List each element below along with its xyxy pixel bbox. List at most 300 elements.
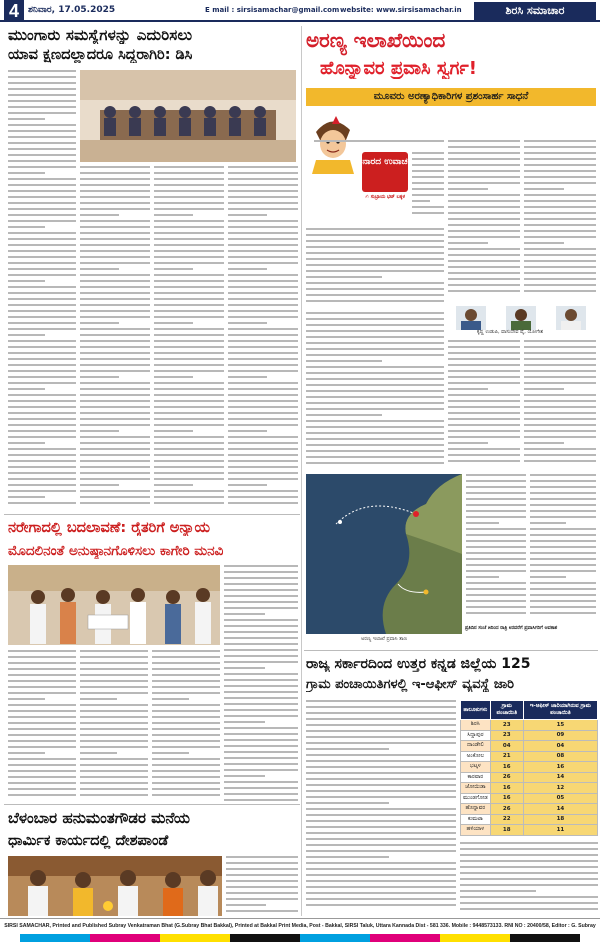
text-line xyxy=(228,244,298,246)
text-line xyxy=(466,564,526,566)
text-line xyxy=(8,734,76,736)
text-line xyxy=(154,292,224,294)
text-line xyxy=(8,166,76,168)
text-line xyxy=(306,838,456,840)
text-line xyxy=(228,292,298,294)
text-line xyxy=(8,454,76,456)
text-line xyxy=(448,418,520,420)
text-line xyxy=(8,202,76,204)
text-line xyxy=(80,352,150,354)
text-line xyxy=(154,268,193,270)
text-line xyxy=(8,782,76,784)
text-line xyxy=(8,662,76,664)
text-line xyxy=(154,238,224,240)
text-line xyxy=(80,412,150,414)
text-line xyxy=(524,388,564,390)
text-line xyxy=(224,745,298,747)
article2-body-col4 xyxy=(524,140,596,300)
text-line xyxy=(154,166,224,168)
text-line xyxy=(448,200,520,202)
text-line xyxy=(524,218,596,220)
text-line xyxy=(228,172,298,174)
text-line xyxy=(524,266,596,268)
text-line xyxy=(80,752,117,754)
text-line xyxy=(530,486,596,488)
text-line xyxy=(226,862,298,864)
text-line xyxy=(460,878,598,880)
text-line xyxy=(8,370,76,372)
text-line xyxy=(80,226,150,228)
text-line xyxy=(224,655,298,657)
text-line xyxy=(306,826,456,828)
taluk-cell: ದಾಂಡೇಲಿ xyxy=(461,741,491,752)
text-line xyxy=(8,752,45,754)
text-line xyxy=(460,842,598,844)
text-line xyxy=(524,418,596,420)
article3-body-col3 xyxy=(80,650,148,802)
text-line xyxy=(8,244,76,246)
text-line xyxy=(306,844,456,846)
text-line xyxy=(224,757,298,759)
text-line xyxy=(306,462,444,464)
text-line xyxy=(154,412,224,414)
text-line xyxy=(8,394,76,396)
text-line xyxy=(8,722,76,724)
text-line xyxy=(8,106,76,108)
portraits-caption: ಕೃಷ್ಣ ಉಡುಪಿ, ವಾಸುದೇವ ಪೈ, ಯೋಗೇಶ xyxy=(476,329,544,335)
table-row xyxy=(461,825,598,836)
text-line xyxy=(8,382,76,384)
article2-body-col1c xyxy=(306,228,444,308)
text-line xyxy=(460,884,598,886)
text-line xyxy=(228,478,298,480)
text-line xyxy=(412,200,430,202)
text-line xyxy=(8,478,76,480)
text-line xyxy=(306,264,444,266)
color-swatch xyxy=(440,934,510,942)
text-line xyxy=(412,206,444,208)
text-line xyxy=(228,436,298,438)
text-lines xyxy=(306,700,456,906)
text-line xyxy=(8,154,76,156)
text-lines xyxy=(524,140,596,292)
text-line xyxy=(80,220,150,222)
taluk-cell: ಕುಮಟಾ xyxy=(461,814,491,825)
text-line xyxy=(524,430,596,432)
text-line xyxy=(80,292,150,294)
text-line xyxy=(306,294,444,296)
text-line xyxy=(448,364,520,366)
text-line xyxy=(80,770,148,772)
text-line xyxy=(80,394,150,396)
text-line xyxy=(228,376,267,378)
text-line xyxy=(8,298,76,300)
text-line xyxy=(306,754,456,756)
text-line xyxy=(228,454,298,456)
text-line xyxy=(228,316,298,318)
text-line xyxy=(228,412,298,414)
text-line xyxy=(80,184,150,186)
text-line xyxy=(80,746,148,748)
text-line xyxy=(228,394,298,396)
text-line xyxy=(152,746,220,748)
text-line xyxy=(154,496,224,498)
text-line xyxy=(228,184,298,186)
text-line xyxy=(226,904,266,906)
text-line xyxy=(80,764,148,766)
text-line xyxy=(224,667,265,669)
text-line xyxy=(154,214,193,216)
text-line xyxy=(80,650,148,652)
text-line xyxy=(524,424,596,426)
text-line xyxy=(8,794,76,796)
taluk-cell: ಹೊನ್ನಾವರ xyxy=(461,804,491,815)
text-line xyxy=(224,715,298,717)
text-line xyxy=(524,188,564,190)
text-line xyxy=(152,770,220,772)
text-line xyxy=(412,176,444,178)
text-line xyxy=(80,316,150,318)
text-line xyxy=(8,764,76,766)
text-line xyxy=(80,674,148,676)
article2-subheadline: ಮೂವರು ಅರಣ್ಯಾಧಿಕಾರಿಗಳ ಪ್ರಶಂಸಾರ್ಹ ಸಾಧನೆ xyxy=(306,88,596,106)
text-line xyxy=(224,601,298,603)
text-line xyxy=(524,236,596,238)
header-taluk: ತಾಲೂಕುಗಳು xyxy=(461,701,491,720)
text-line xyxy=(448,412,520,414)
text-line xyxy=(306,402,444,404)
ritual-photo xyxy=(8,856,222,916)
article1-headline-line1: ಮುಂಗಾರು ಸಮಸ್ಯೆಗಳನ್ನು ಎದುರಿಸಲು xyxy=(8,26,193,44)
text-line xyxy=(306,444,444,446)
text-line xyxy=(80,490,150,492)
text-line xyxy=(448,224,520,226)
text-line xyxy=(466,534,526,536)
text-line xyxy=(8,490,76,492)
text-line xyxy=(154,364,224,366)
text-line xyxy=(80,256,150,258)
text-line xyxy=(448,236,520,238)
text-line xyxy=(448,260,520,262)
text-line xyxy=(80,334,150,336)
text-lines xyxy=(412,152,444,214)
text-lines xyxy=(228,166,298,504)
visiting-hours-note: ಪ್ರತಿದಿನ ಸಂಜೆ ೫ರಿಂದ ರಾತ್ರಿ ೮ರವರೆಗೆ ಪ್ರವಾಸಿಗರಿಗೆ ಅವಕಾಶ xyxy=(465,626,558,631)
text-line xyxy=(80,454,150,456)
text-line xyxy=(154,280,224,282)
text-line xyxy=(8,710,76,712)
text-line xyxy=(224,739,298,741)
text-line xyxy=(228,460,298,462)
text-line xyxy=(8,758,76,760)
text-line xyxy=(80,364,150,366)
text-line xyxy=(8,412,76,414)
text-line xyxy=(448,340,520,342)
imprint-footer: SIRSI SAMACHAR, Printed and Published Subray Venkatraman Bhat (G.Subray Bhat Bakkal), Printed at Bakkal Print Media, Post - Bakkal, SIRSI Taluk, Uttara Kannada Dist - 581 336. Mobile : 9448573133. RNI NO : 20400/58, Editor : G. Subray xyxy=(0,918,600,932)
text-line xyxy=(224,799,298,801)
text-line xyxy=(524,146,596,148)
text-line xyxy=(8,716,76,718)
text-line xyxy=(226,874,298,876)
text-line xyxy=(8,436,76,438)
text-line xyxy=(228,220,298,222)
text-line xyxy=(80,448,150,450)
text-line xyxy=(8,442,45,444)
gp-count-cell: 23 xyxy=(490,730,523,741)
masthead-website[interactable]: website: www.sirsisamachar.in xyxy=(340,6,462,14)
text-lines xyxy=(80,650,148,796)
map-graphic xyxy=(306,474,462,634)
text-line xyxy=(306,886,456,888)
text-line xyxy=(152,734,220,736)
article2-body-col1b xyxy=(412,152,444,222)
text-line xyxy=(306,372,444,374)
text-line xyxy=(412,152,444,154)
text-line xyxy=(524,254,596,256)
text-line xyxy=(530,474,596,476)
masthead-email[interactable]: E mail : sirsisamachar@gmail.com xyxy=(205,6,340,14)
text-line xyxy=(80,340,150,342)
text-line xyxy=(8,226,45,228)
text-line xyxy=(8,112,76,114)
text-line xyxy=(306,432,444,434)
table-row xyxy=(461,814,598,825)
text-line xyxy=(80,322,119,324)
text-line xyxy=(228,430,267,432)
column-badge-box xyxy=(362,152,408,192)
text-line xyxy=(80,178,150,180)
text-line xyxy=(466,576,499,578)
text-line xyxy=(306,850,456,852)
text-line xyxy=(448,272,520,274)
color-swatch xyxy=(370,934,440,942)
text-line xyxy=(224,607,298,609)
text-line xyxy=(306,426,444,428)
text-line xyxy=(154,370,224,372)
text-line xyxy=(8,460,76,462)
text-line xyxy=(8,280,45,282)
text-line xyxy=(448,346,520,348)
text-line xyxy=(448,248,520,250)
text-line xyxy=(228,226,298,228)
text-line xyxy=(8,214,76,216)
text-line xyxy=(80,782,148,784)
text-line xyxy=(448,352,520,354)
text-line xyxy=(228,490,298,492)
text-line xyxy=(152,752,189,754)
article2-body-col7 xyxy=(466,474,526,622)
text-line xyxy=(80,680,148,682)
print-color-strip xyxy=(20,934,580,942)
article3-headline-line2: ಮೊದಲಿನಂತೆ ಅನುಷ್ಠಾನಗೊಳಿಸಲು ಕಾಗೇರಿ ಮನವಿ xyxy=(8,543,224,559)
text-line xyxy=(306,802,389,804)
text-line xyxy=(8,692,76,694)
text-line xyxy=(524,400,596,402)
taluk-cell: ಜೋಯಿಡಾ xyxy=(461,783,491,794)
text-line xyxy=(80,740,148,742)
text-line xyxy=(448,442,488,444)
text-line xyxy=(448,206,520,208)
text-line xyxy=(226,868,298,870)
text-line xyxy=(306,724,456,726)
text-line xyxy=(228,340,298,342)
text-line xyxy=(80,262,150,264)
page-number: 4 xyxy=(4,0,24,22)
text-line xyxy=(524,200,596,202)
text-line xyxy=(8,656,76,658)
meeting-photo xyxy=(80,70,296,162)
text-line xyxy=(524,370,596,372)
text-line xyxy=(228,190,298,192)
text-line xyxy=(530,498,596,500)
text-line xyxy=(306,790,456,792)
text-line xyxy=(80,710,148,712)
text-line xyxy=(80,668,148,670)
eoffice-count-cell: 08 xyxy=(523,751,597,762)
text-line xyxy=(224,631,298,633)
text-line xyxy=(80,704,148,706)
article2-body-col3 xyxy=(448,140,520,300)
text-line xyxy=(8,220,76,222)
text-line xyxy=(306,730,456,732)
text-line xyxy=(306,808,456,810)
text-line xyxy=(412,182,444,184)
ritual-photo-graphic xyxy=(8,856,222,916)
text-line xyxy=(8,310,76,312)
text-line xyxy=(154,304,224,306)
text-line xyxy=(154,424,224,426)
article5-body-col1 xyxy=(306,700,456,914)
text-line xyxy=(228,280,298,282)
text-line xyxy=(8,346,76,348)
text-line xyxy=(460,848,598,850)
text-line xyxy=(80,722,148,724)
text-line xyxy=(152,704,220,706)
text-line xyxy=(228,382,298,384)
text-line xyxy=(154,202,224,204)
text-line xyxy=(154,232,224,234)
text-line xyxy=(8,364,76,366)
text-line xyxy=(8,292,76,294)
article5-body-col2 xyxy=(460,842,598,914)
text-line xyxy=(306,414,382,416)
text-line xyxy=(466,486,526,488)
text-line xyxy=(530,528,596,530)
text-line xyxy=(152,788,220,790)
text-line xyxy=(306,784,456,786)
text-line xyxy=(8,124,76,126)
taluk-cell: ಸಿದ್ದಾಪುರ xyxy=(461,730,491,741)
text-line xyxy=(228,328,298,330)
text-line xyxy=(466,504,526,506)
text-line xyxy=(306,396,444,398)
text-line xyxy=(152,650,220,652)
text-line xyxy=(448,448,520,450)
text-line xyxy=(530,516,596,518)
text-line xyxy=(80,346,150,348)
text-line xyxy=(524,382,596,384)
text-line xyxy=(154,262,224,264)
text-line xyxy=(306,772,456,774)
text-line xyxy=(152,728,220,730)
text-line xyxy=(154,388,224,390)
section-divider xyxy=(304,650,598,651)
text-line xyxy=(448,254,520,256)
text-line xyxy=(228,406,298,408)
gp-count-cell: 16 xyxy=(490,762,523,773)
text-lines xyxy=(448,140,520,292)
text-line xyxy=(306,766,456,768)
text-line xyxy=(80,496,150,498)
text-line xyxy=(8,358,76,360)
text-line xyxy=(224,751,298,753)
text-line xyxy=(226,856,298,858)
text-line xyxy=(224,619,298,621)
eoffice-count-cell: 16 xyxy=(523,762,597,773)
text-line xyxy=(224,781,298,783)
text-line xyxy=(306,904,456,906)
text-line xyxy=(228,472,298,474)
text-line xyxy=(466,528,526,530)
text-line xyxy=(8,136,76,138)
text-line xyxy=(8,496,45,498)
gp-count-cell: 22 xyxy=(490,814,523,825)
text-line xyxy=(228,334,298,336)
text-line xyxy=(306,796,456,798)
text-lines xyxy=(152,650,220,796)
text-line xyxy=(8,82,76,84)
masthead xyxy=(0,0,600,22)
text-line xyxy=(154,484,193,486)
text-line xyxy=(224,697,298,699)
text-line xyxy=(228,502,298,504)
text-line xyxy=(154,178,224,180)
text-line xyxy=(8,232,76,234)
text-line xyxy=(228,268,267,270)
text-lines xyxy=(460,842,598,910)
text-line xyxy=(306,324,444,326)
text-line xyxy=(524,340,596,342)
text-line xyxy=(306,856,389,858)
text-line xyxy=(228,418,298,420)
text-line xyxy=(80,268,119,270)
text-line xyxy=(80,436,150,438)
text-line xyxy=(152,794,220,796)
text-line xyxy=(466,558,526,560)
text-line xyxy=(228,496,298,498)
text-line xyxy=(80,298,150,300)
text-line xyxy=(80,418,150,420)
text-line xyxy=(8,190,76,192)
text-line xyxy=(306,718,456,720)
article3-headline-line1: ನರೇಗಾದಲ್ಲಿ ಬದಲಾವಣೆ: ರೈತರಿಗೆ ಅನ್ಯಾಯ xyxy=(8,520,211,536)
text-line xyxy=(154,328,224,330)
text-line xyxy=(524,176,596,178)
text-line xyxy=(80,716,148,718)
eoffice-count-cell: 14 xyxy=(523,772,597,783)
text-line xyxy=(228,262,298,264)
text-line xyxy=(154,502,224,504)
text-line xyxy=(524,284,596,286)
table-row xyxy=(461,793,598,804)
text-line xyxy=(152,764,220,766)
eoffice-count-cell: 09 xyxy=(523,730,597,741)
e-office-table xyxy=(460,700,598,836)
text-line xyxy=(224,685,298,687)
text-line xyxy=(8,322,76,324)
text-line xyxy=(80,310,150,312)
text-line xyxy=(80,776,148,778)
